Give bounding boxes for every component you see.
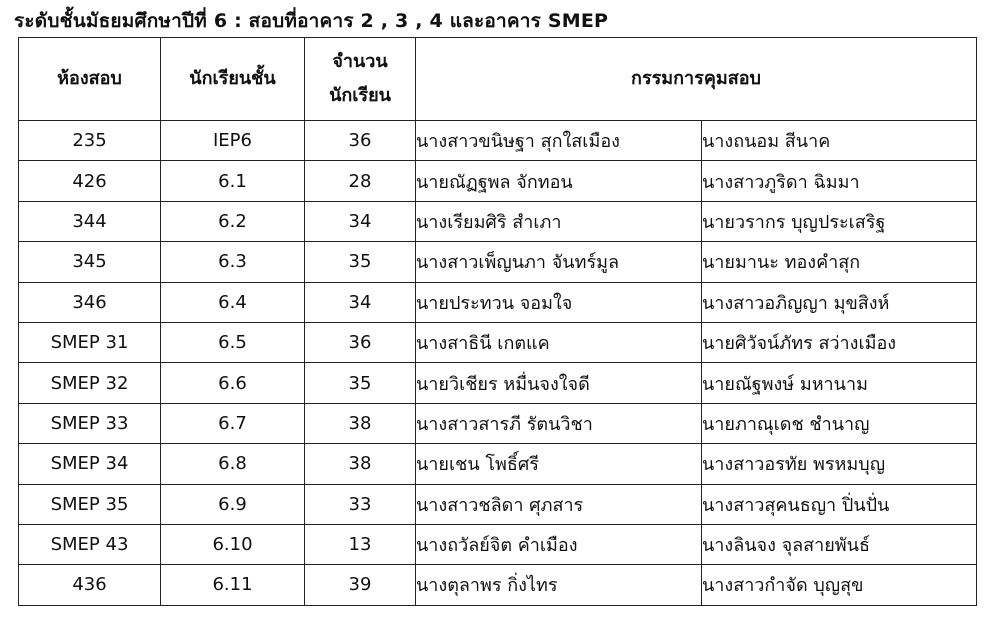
cell-proctor-2: นางสาวภูริดา ฉิมมา <box>702 161 977 201</box>
header-proctors: กรรมการคุมสอบ <box>416 38 977 121</box>
cell-room: SMEP 32 <box>19 363 161 403</box>
cell-room: 345 <box>19 242 161 282</box>
cell-proctor-2: นางสาวอรทัย พรหมบุญ <box>702 444 977 484</box>
cell-proctor-1: นางเรียมศิริ สำเภา <box>416 201 702 241</box>
header-count-line1: จำนวน <box>332 51 388 72</box>
table-row <box>19 282 977 322</box>
cell-room: 235 <box>19 121 161 161</box>
cell-proctor-1: นางสาวเพ็ญนภา จันทร์มูล <box>416 242 702 282</box>
cell-proctor-2: นางลินจง จุลสายพันธ์ <box>702 524 977 564</box>
table-row <box>19 363 977 403</box>
cell-proctor-1: นางสาธินี เกตแค <box>416 322 702 362</box>
cell-room: 344 <box>19 201 161 241</box>
table-row <box>19 161 977 201</box>
table-header-row <box>19 38 977 121</box>
cell-student-count: 38 <box>305 403 416 443</box>
cell-class: 6.6 <box>161 363 305 403</box>
cell-class: IEP6 <box>161 121 305 161</box>
cell-class: 6.7 <box>161 403 305 443</box>
cell-room: 436 <box>19 565 161 605</box>
cell-class: 6.3 <box>161 242 305 282</box>
cell-room: SMEP 43 <box>19 524 161 564</box>
cell-student-count: 38 <box>305 444 416 484</box>
cell-proctor-2: นายศิวัจน์ภัทร สว่างเมือง <box>702 322 977 362</box>
cell-proctor-1: นางตุลาพร กิ่งไทร <box>416 565 702 605</box>
cell-class: 6.2 <box>161 201 305 241</box>
table-body <box>19 121 977 606</box>
cell-student-count: 33 <box>305 484 416 524</box>
cell-room: 346 <box>19 282 161 322</box>
cell-room: SMEP 34 <box>19 444 161 484</box>
cell-proctor-2: นางสาวอภิญญา มุขสิงห์ <box>702 282 977 322</box>
cell-student-count: 36 <box>305 322 416 362</box>
cell-proctor-1: นางสาวสารภี รัตนวิชา <box>416 403 702 443</box>
cell-student-count: 13 <box>305 524 416 564</box>
header-count-line2: นักเรียน <box>329 85 391 106</box>
cell-proctor-1: นางสาวชลิดา ศุภสาร <box>416 484 702 524</box>
cell-class: 6.11 <box>161 565 305 605</box>
header-class: นักเรียนชั้น <box>161 38 305 121</box>
table-row <box>19 403 977 443</box>
cell-student-count: 34 <box>305 201 416 241</box>
cell-proctor-2: นางถนอม สีนาค <box>702 121 977 161</box>
cell-proctor-2: นายณัฐพงษ์ มหานาม <box>702 363 977 403</box>
cell-class: 6.10 <box>161 524 305 564</box>
cell-room: SMEP 31 <box>19 322 161 362</box>
table-row <box>19 524 977 564</box>
table-row <box>19 201 977 241</box>
header-count <box>305 38 416 121</box>
cell-proctor-1: นายวิเชียร หมื่นจงใจดี <box>416 363 702 403</box>
cell-proctor-1: นายณัฏฐพล จักทอน <box>416 161 702 201</box>
cell-proctor-2: นายภาณุเดช ชำนาญ <box>702 403 977 443</box>
cell-proctor-2: นางสาวกำจัด บุญสุข <box>702 565 977 605</box>
cell-proctor-1: นางสาวขนิษฐา สุกใสเมือง <box>416 121 702 161</box>
header-room: ห้องสอบ <box>19 38 161 121</box>
cell-class: 6.9 <box>161 484 305 524</box>
cell-room: SMEP 35 <box>19 484 161 524</box>
cell-student-count: 34 <box>305 282 416 322</box>
exam-proctor-table <box>18 37 977 606</box>
cell-class: 6.5 <box>161 322 305 362</box>
cell-room: SMEP 33 <box>19 403 161 443</box>
cell-class: 6.8 <box>161 444 305 484</box>
cell-student-count: 35 <box>305 363 416 403</box>
table-row <box>19 121 977 161</box>
table-row <box>19 322 977 362</box>
cell-proctor-1: นายเชน โพธิ์ศรี <box>416 444 702 484</box>
cell-proctor-2: นางสาวสุคนธญา ปิ่นปั่น <box>702 484 977 524</box>
cell-student-count: 35 <box>305 242 416 282</box>
cell-class: 6.4 <box>161 282 305 322</box>
table-row <box>19 565 977 605</box>
cell-room: 426 <box>19 161 161 201</box>
table-row <box>19 484 977 524</box>
cell-student-count: 28 <box>305 161 416 201</box>
table-row <box>19 444 977 484</box>
cell-proctor-2: นายวรากร บุญประเสริฐ <box>702 201 977 241</box>
cell-student-count: 36 <box>305 121 416 161</box>
cell-student-count: 39 <box>305 565 416 605</box>
cell-proctor-1: นางถวัลย์จิต คำเมือง <box>416 524 702 564</box>
table-row <box>19 242 977 282</box>
cell-class: 6.1 <box>161 161 305 201</box>
cell-proctor-1: นายประทวน จอมใจ <box>416 282 702 322</box>
document-title: ระดับชั้นมัธยมศึกษาปีที่ 6 : สอบที่อาคาร 2 , 3 , 4 และอาคาร SMEP <box>14 10 609 32</box>
cell-proctor-2: นายมานะ ทองคำสุก <box>702 242 977 282</box>
